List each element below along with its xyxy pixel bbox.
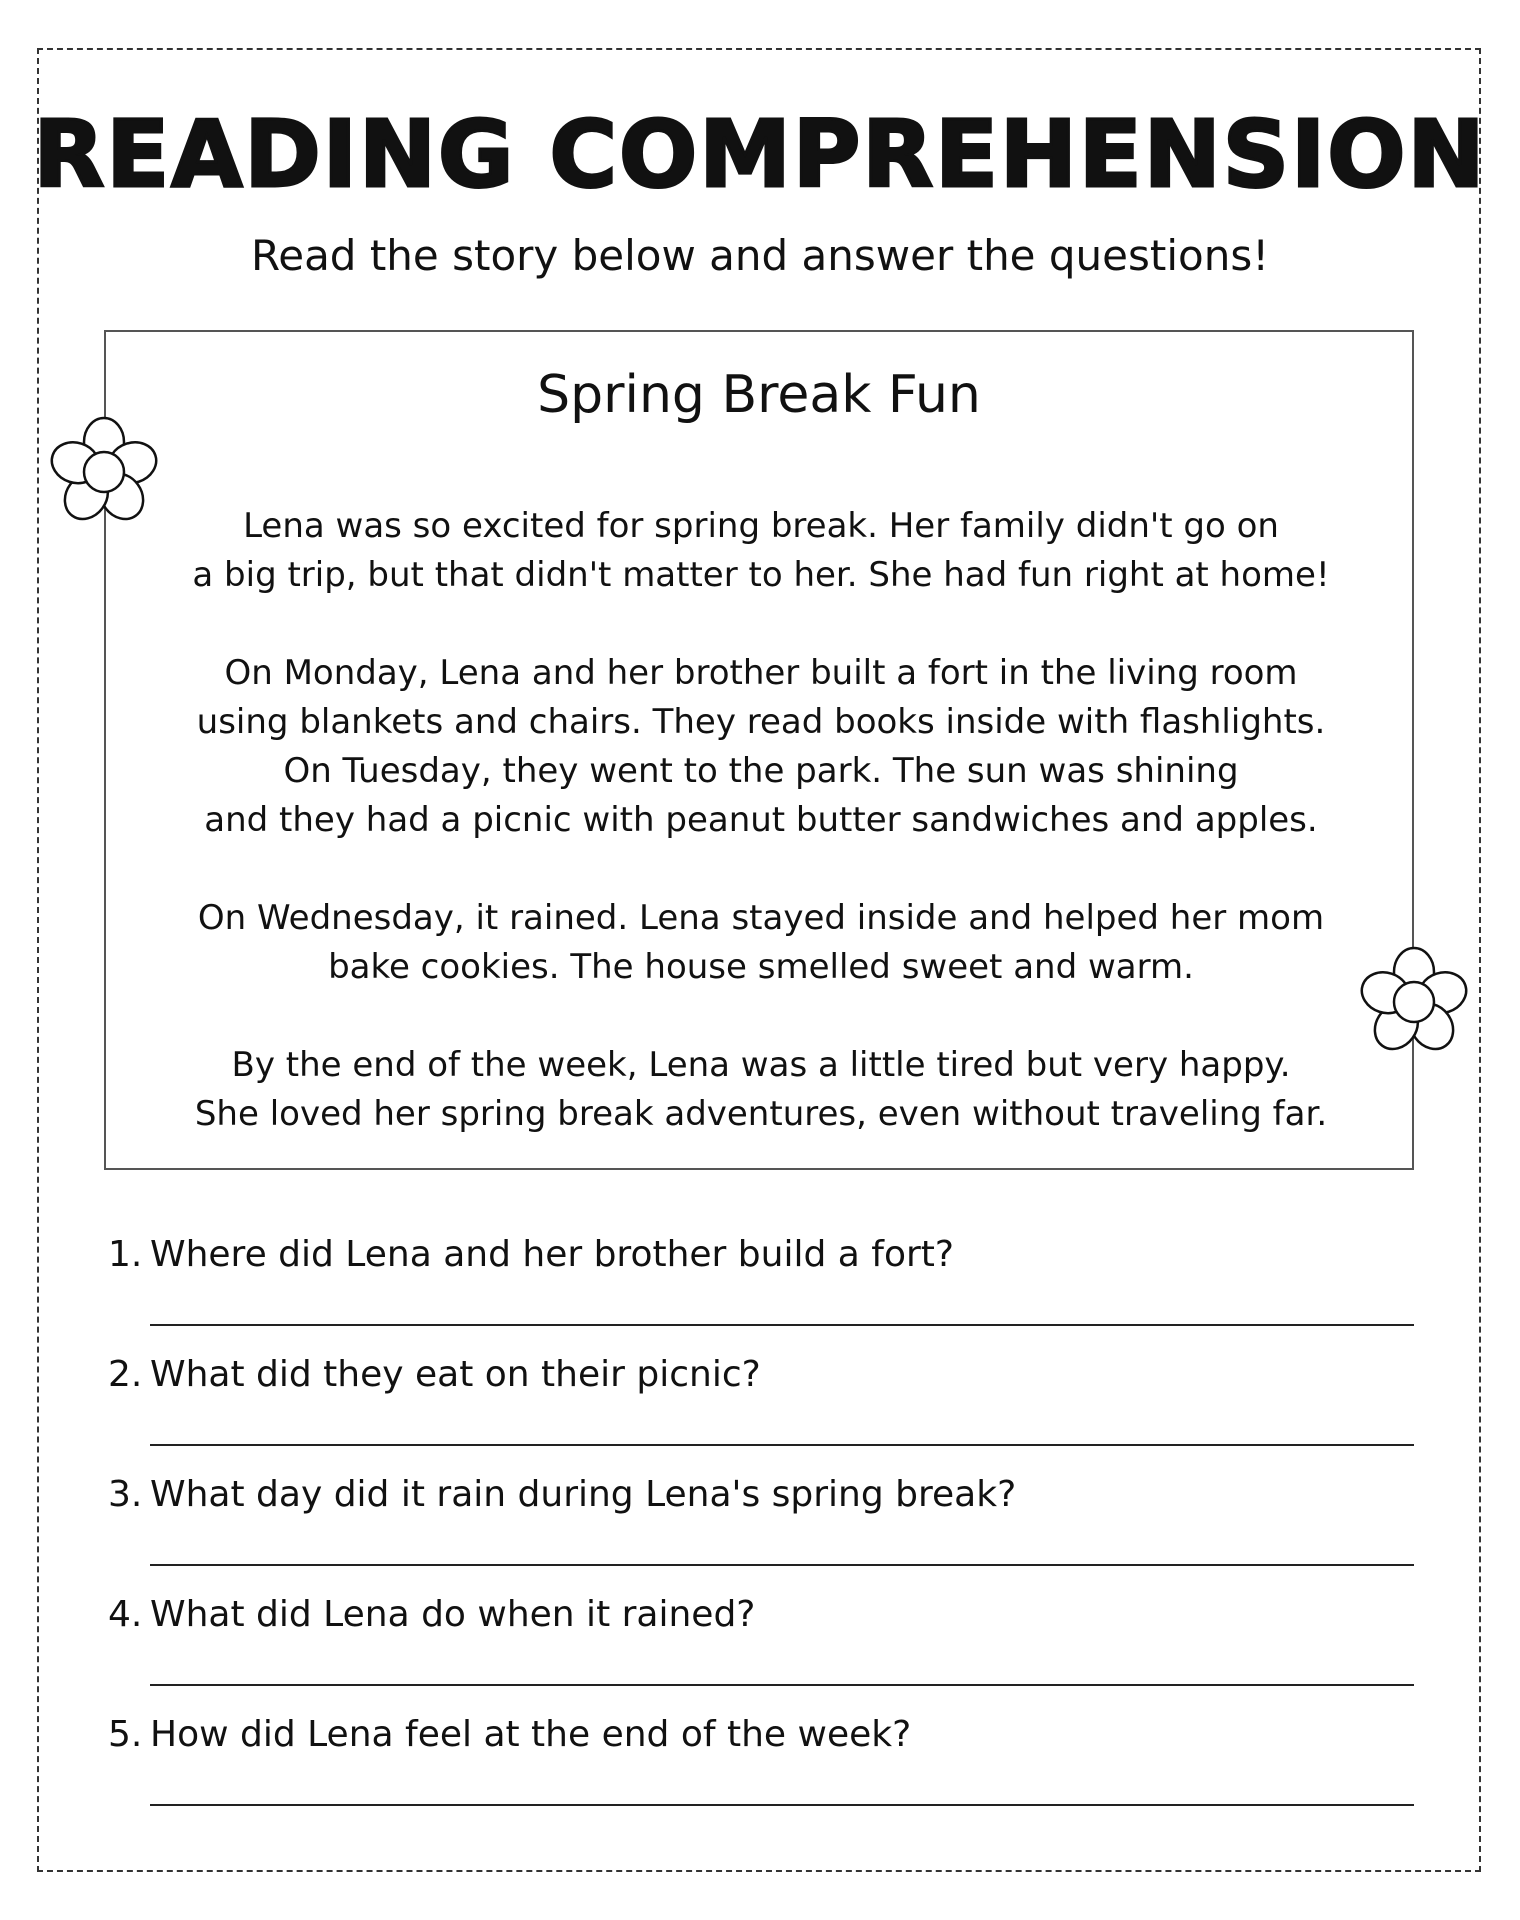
question-item	[108, 1222, 1420, 1342]
page-subtitle: Read the story below and answer the questions!	[250, 231, 1270, 280]
question-item	[108, 1342, 1420, 1462]
question-number: 3.	[108, 1474, 143, 1515]
page-title: READING COMPREHENSION	[33, 101, 1487, 208]
question-number: 2.	[108, 1354, 143, 1395]
answer-line[interactable]	[150, 1684, 1414, 1686]
question-number: 1.	[108, 1234, 143, 1275]
question-text: What day did it rain during Lena's spring break?	[150, 1474, 1017, 1515]
answer-line[interactable]	[150, 1804, 1414, 1806]
question-number: 4.	[108, 1594, 143, 1635]
question-text: What did they eat on their picnic?	[150, 1354, 761, 1395]
flower-icon	[46, 414, 162, 530]
question-item	[108, 1462, 1420, 1582]
question-text: How did Lena feel at the end of the week?	[150, 1714, 912, 1755]
question-item	[108, 1702, 1420, 1822]
question-number: 5.	[108, 1714, 143, 1755]
question-text: What did Lena do when it rained?	[150, 1594, 756, 1635]
answer-line[interactable]	[150, 1324, 1414, 1326]
story-box	[104, 330, 1414, 1170]
story-paragraph: On Wednesday, it rained. Lena stayed inside and helped her mom bake cookies. The house smelled sweet and warm.	[197, 898, 1325, 987]
question-text: Where did Lena and her brother build a fort?	[150, 1234, 954, 1275]
story-paragraph: On Monday, Lena and her brother built a fort in the living room using blankets and chairs. They read books inside with flashlights. On Tuesday, they went to the park. The sun was shining and they had a picnic with peanut butter sandwiches and apples.	[196, 653, 1326, 840]
question-item	[108, 1582, 1420, 1702]
story-title: Spring Break Fun	[537, 365, 981, 425]
story-paragraph: By the end of the week, Lena was a little tired but very happy. She loved her spring break adventures, even without traveling far.	[194, 1045, 1328, 1134]
story-paragraph: Lena was so excited for spring break. Her family didn't go on a big trip, but that didn't matter to her. She had fun right at home!	[192, 506, 1330, 595]
answer-line[interactable]	[150, 1444, 1414, 1446]
story-text	[126, 502, 1396, 1139]
questions-list	[108, 1222, 1420, 1822]
flower-icon	[1356, 944, 1472, 1060]
answer-line[interactable]	[150, 1564, 1414, 1566]
